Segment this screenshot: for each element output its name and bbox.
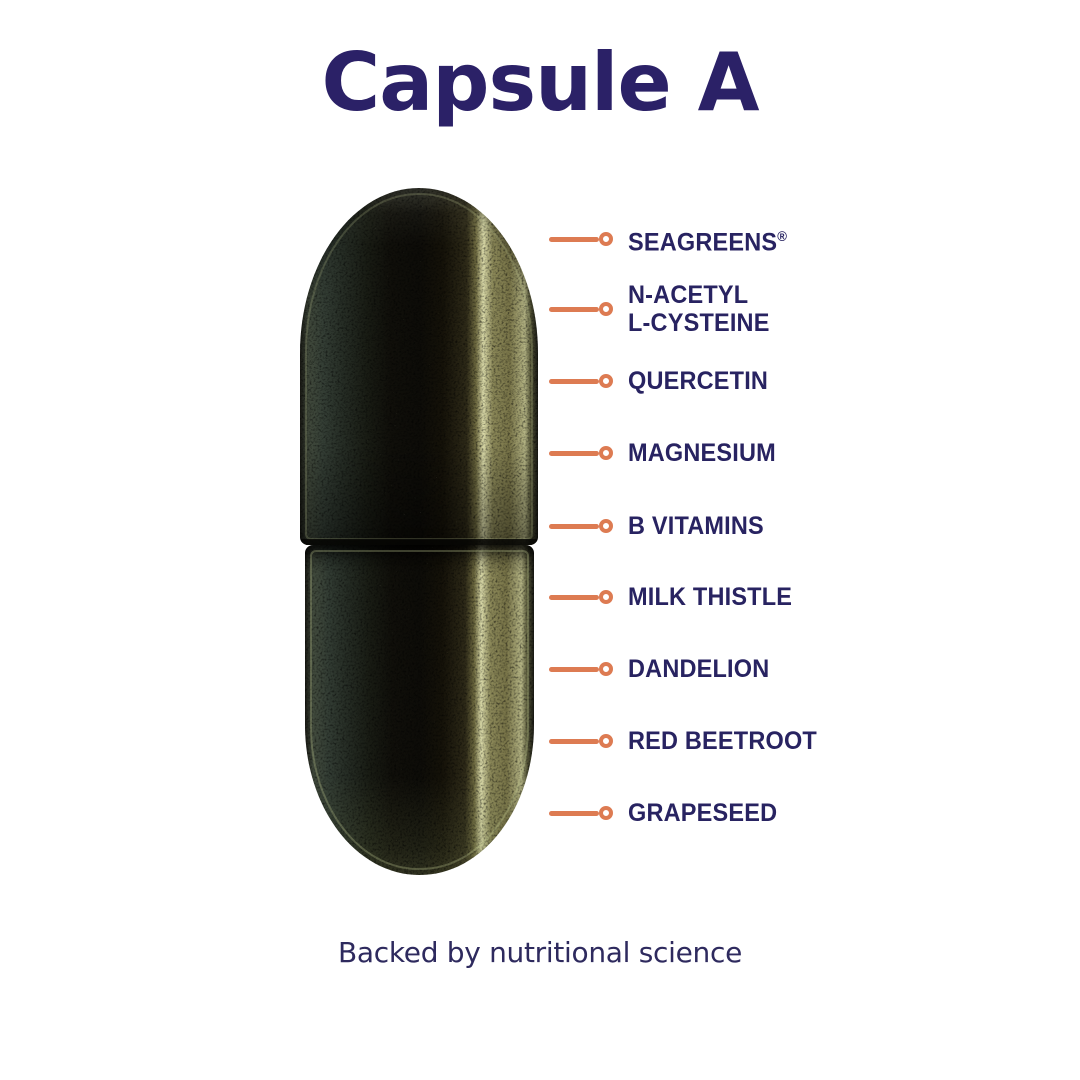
bullet-ring-icon [599, 806, 613, 820]
ingredient-row [549, 281, 779, 337]
capsule-cap [300, 188, 538, 545]
leader-line [549, 667, 599, 672]
ingredient-row [549, 353, 777, 409]
ingredient-text-line2: L-CYSTEINE [628, 309, 770, 337]
bullet-ring-icon [599, 734, 613, 748]
leader-line [549, 811, 599, 816]
leader-line [549, 595, 599, 600]
leader-line [549, 524, 599, 529]
ingredient-label: MILK THISTLE [628, 583, 793, 611]
ingredient-row [549, 425, 785, 481]
footer-tagline: Backed by nutritional science [337, 936, 742, 969]
ingredient-label: GRAPESEED [628, 799, 778, 827]
ingredient-row [549, 713, 829, 769]
ingredient-label: QUERCETIN [628, 367, 769, 395]
ingredient-label: B VITAMINS [628, 512, 764, 540]
ingredient-row [549, 211, 797, 267]
page-title: Capsule A [321, 36, 759, 129]
ingredient-label [628, 281, 770, 337]
bullet-ring-icon [599, 590, 613, 604]
ingredient-row [549, 498, 773, 554]
ingredient-row [549, 785, 787, 841]
registered-mark: ® [777, 227, 788, 244]
ingredient-label: RED BEETROOT [628, 727, 817, 755]
ingredient-text: N-ACETYL [628, 281, 749, 309]
leader-line [549, 739, 599, 744]
leader-line [549, 237, 599, 242]
ingredient-row [549, 641, 778, 697]
leader-line [549, 307, 599, 312]
ingredient-label: DANDELION [628, 655, 770, 683]
ingredient-label: MAGNESIUM [628, 439, 776, 467]
capsule-body [305, 545, 534, 875]
bullet-ring-icon [599, 374, 613, 388]
bullet-ring-icon [599, 302, 613, 316]
leader-line [549, 451, 599, 456]
bullet-ring-icon [599, 662, 613, 676]
ingredient-label [628, 222, 787, 256]
bullet-ring-icon [599, 519, 613, 533]
bullet-ring-icon [599, 446, 613, 460]
capsule-texture [300, 188, 538, 545]
capsule-texture [305, 545, 534, 875]
ingredient-text: SEAGREENS [628, 228, 778, 257]
leader-line [549, 379, 599, 384]
bullet-ring-icon [599, 232, 613, 246]
ingredient-row [549, 569, 803, 625]
